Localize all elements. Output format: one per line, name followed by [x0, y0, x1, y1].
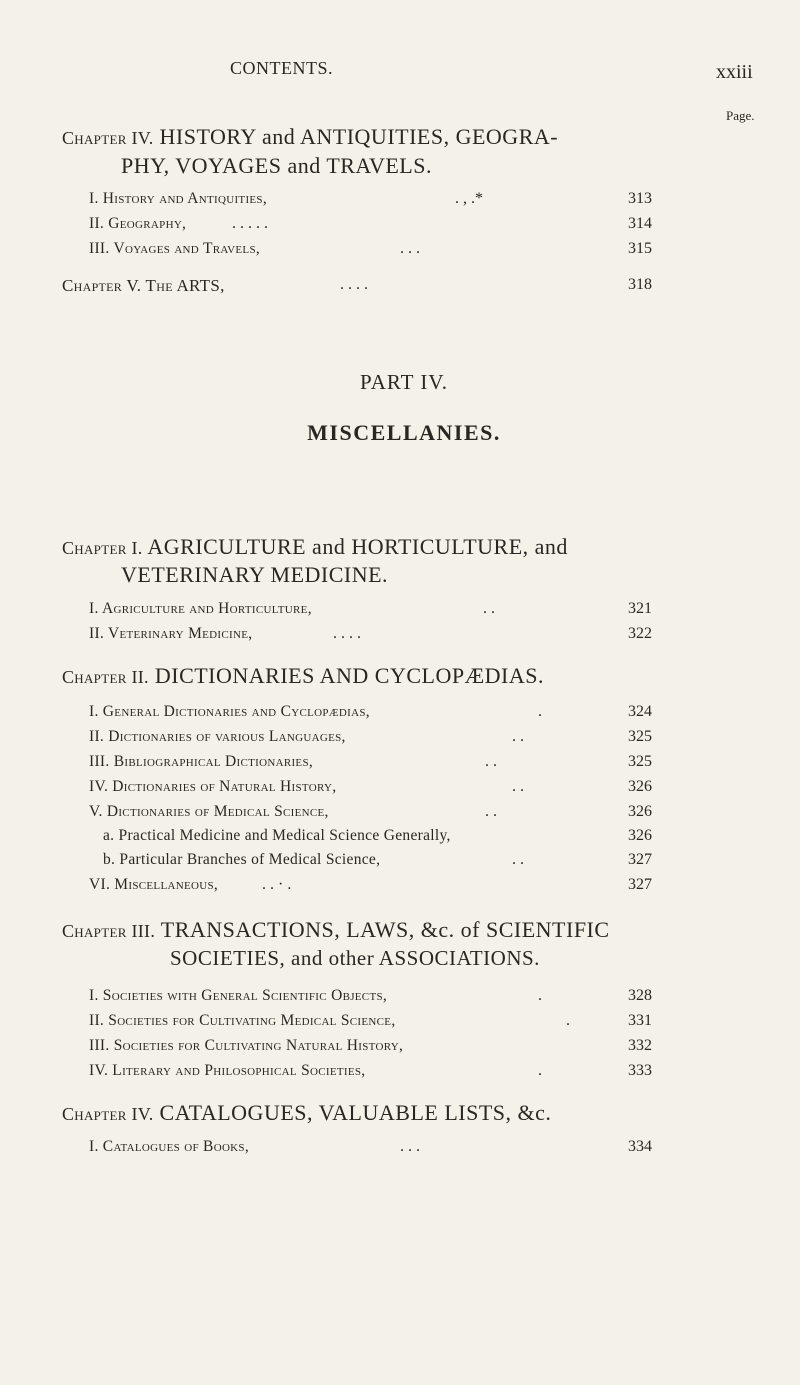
- chapter-heading: [62, 663, 544, 689]
- leader-dots: . .: [485, 803, 497, 820]
- toc-entry-text: III. Bibliographical Dictionaries,: [89, 753, 314, 770]
- page-column-label: Page.: [726, 108, 755, 123]
- toc-page-number: 332: [628, 1037, 652, 1054]
- chapter-label: Chapter IV.: [62, 1104, 154, 1124]
- leader-dots: . .: [512, 851, 524, 868]
- chapter-title-line: AGRICULTURE and HORTICULTURE, and: [147, 534, 568, 559]
- chapter-heading: [62, 534, 568, 560]
- leader-dots: . .: [483, 600, 495, 617]
- toc-entry-text: II. Societies for Cultivating Medical Science,: [89, 1012, 396, 1029]
- chapter-title-line: VETERINARY MEDICINE.: [121, 562, 389, 587]
- toc-entry-text: II. Dictionaries of various Languages,: [89, 728, 346, 745]
- chapter-title-line: The ARTS,: [145, 276, 225, 295]
- toc-entry-text: I. History and Antiquities,: [89, 190, 268, 207]
- toc-entry-text: III. Societies for Cultivating Natural History,: [89, 1037, 404, 1054]
- toc-page-number: 318: [628, 276, 652, 293]
- toc-page-number: 327: [628, 851, 652, 868]
- toc-page-number: 321: [628, 600, 652, 617]
- toc-page-number: 331: [628, 1012, 652, 1029]
- page-folio: xxiii: [716, 61, 753, 83]
- chapter-heading: [62, 917, 610, 943]
- toc-page-number: 313: [628, 190, 652, 207]
- chapter-label: Chapter II.: [62, 667, 149, 687]
- leader-dots: . .: [512, 778, 524, 795]
- leader-dots: . . .: [400, 1138, 420, 1155]
- leader-dots: . . .: [400, 240, 420, 257]
- toc-entry-text: I. Agriculture and Horticulture,: [89, 600, 312, 617]
- running-title: CONTENTS.: [230, 58, 333, 78]
- toc-page-number: 314: [628, 215, 652, 232]
- chapter-heading: [62, 124, 558, 150]
- leader-dots: . .: [512, 728, 524, 745]
- chapter-heading: [62, 1100, 551, 1126]
- chapter-title-line: SOCIETIES, and other ASSOCIATIONS.: [170, 946, 540, 970]
- toc-entry-text: I. Societies with General Scientific Objects,: [89, 987, 388, 1004]
- leader-dots: . . · .: [262, 876, 292, 893]
- toc-entry-text: a. Practical Medicine and Medical Science Generally,: [103, 827, 451, 844]
- toc-page-number: 326: [628, 827, 652, 844]
- chapter-title-line: TRANSACTIONS, LAWS, &c. of SCIENTIFIC: [160, 917, 610, 942]
- chapter-title-line: HISTORY and ANTIQUITIES, GEOGRA-: [159, 124, 559, 149]
- leader-dots: .: [538, 987, 542, 1004]
- leader-dots: .: [538, 1062, 542, 1079]
- part-title: PART IV.: [359, 370, 449, 394]
- chapter-title-line: CATALOGUES, VALUABLE LISTS, &c.: [159, 1100, 552, 1125]
- toc-page-number: 334: [628, 1138, 652, 1155]
- toc-entry-text: VI. Miscellaneous,: [89, 876, 219, 893]
- toc-entry-text: II. Geography,: [89, 215, 187, 232]
- leader-dots: . , .*: [455, 190, 483, 207]
- toc-page-number: 324: [628, 703, 652, 720]
- leader-dots: . .: [485, 753, 497, 770]
- toc-entry-text: IV. Dictionaries of Natural History,: [89, 778, 337, 795]
- leader-dots: . . . . .: [232, 215, 268, 232]
- toc-entry-text: b. Particular Branches of Medical Science,: [103, 851, 381, 868]
- toc-entry-text: IV. Literary and Philosophical Societies,: [89, 1062, 366, 1079]
- toc-page-number: 327: [628, 876, 652, 893]
- chapter-label: Chapter I.: [62, 538, 143, 558]
- chapter-title-line: DICTIONARIES AND CYCLOPÆDIAS.: [154, 663, 544, 688]
- toc-entry-text: II. Veterinary Medicine,: [89, 625, 253, 642]
- toc-entry-text: I. Catalogues of Books,: [89, 1138, 250, 1155]
- toc-page-number: 315: [628, 240, 652, 257]
- chapter-title-line: PHY, VOYAGES and TRAVELS.: [121, 153, 432, 178]
- toc-entry-text: III. Voyages and Travels,: [89, 240, 261, 257]
- toc-page-number: 325: [628, 728, 652, 745]
- toc-page-number: 328: [628, 987, 652, 1004]
- leader-dots: .: [566, 1012, 570, 1029]
- part-subtitle: MISCELLANIES.: [307, 420, 501, 445]
- toc-page-number: 326: [628, 803, 652, 820]
- chapter-heading: [62, 276, 225, 296]
- leader-dots: .: [538, 703, 542, 720]
- toc-entry-text: I. General Dictionaries and Cyclopædias,: [89, 703, 370, 720]
- chapter-label: Chapter V.: [62, 276, 142, 295]
- toc-page-number: 325: [628, 753, 652, 770]
- leader-dots: . . . .: [333, 625, 361, 642]
- toc-page-number: 333: [628, 1062, 652, 1079]
- toc-page-number: 322: [628, 625, 652, 642]
- toc-entry-text: V. Dictionaries of Medical Science,: [89, 803, 329, 820]
- chapter-label: Chapter IV.: [62, 128, 154, 148]
- leader-dots: . . . .: [340, 276, 368, 293]
- toc-page-number: 326: [628, 778, 652, 795]
- chapter-label: Chapter III.: [62, 921, 156, 941]
